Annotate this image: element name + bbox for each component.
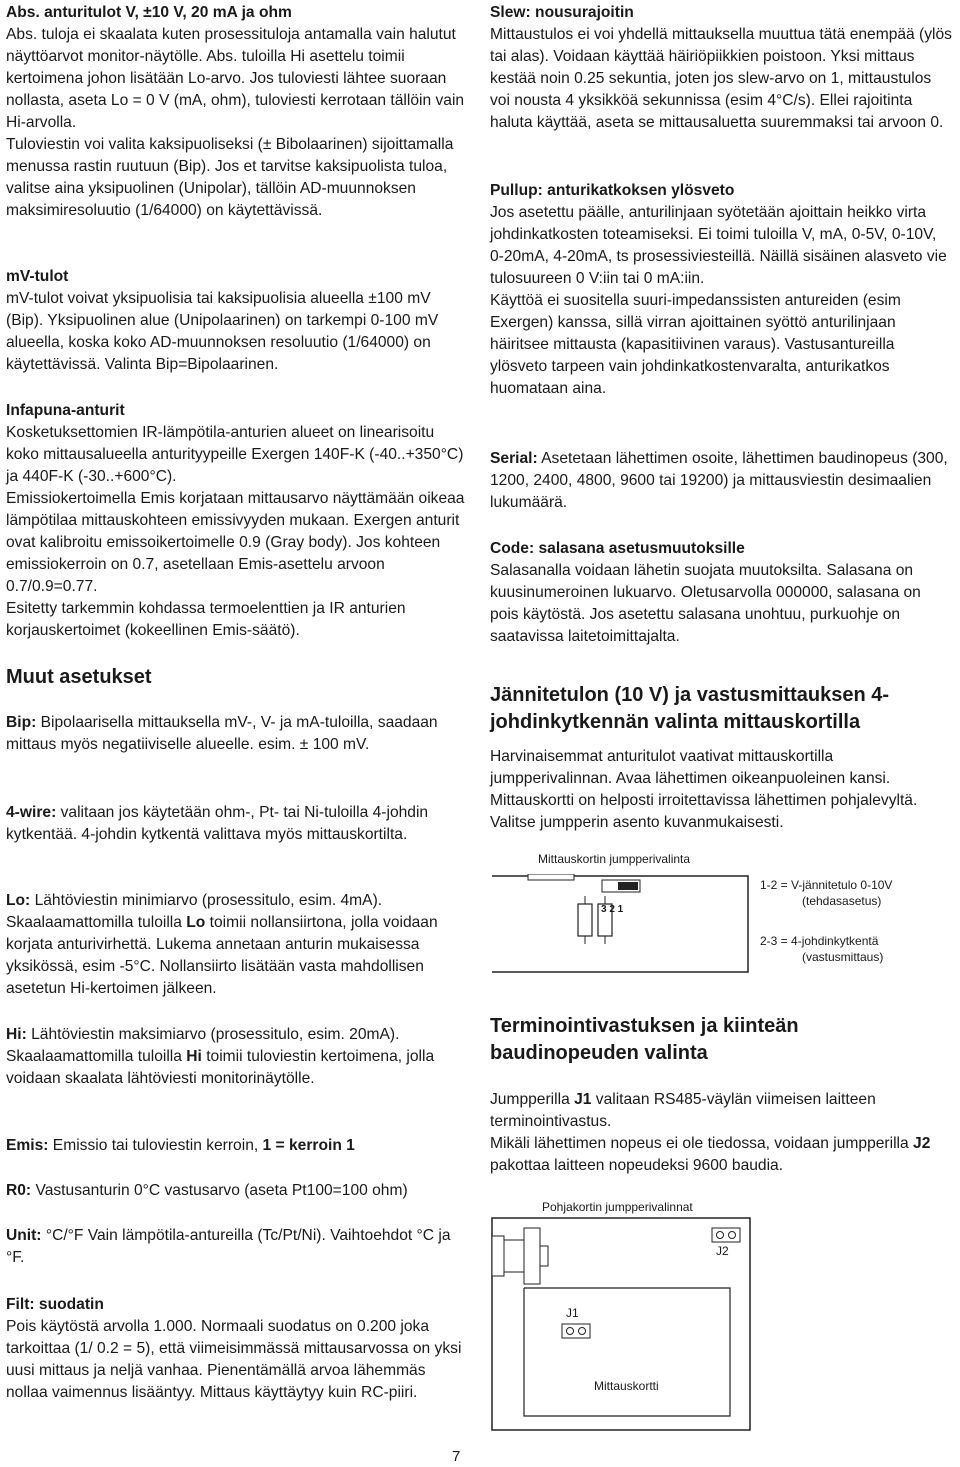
- voltage-input-text: Harvinaisemmat anturitulot vaativat mittauskortilla jumpperivalinnan. Avaa lähettimen oikeanpuoleinen kansi. Mittauskortti on helposti irroitettavissa lähettimen pohjalevyltä. Valitse jumpperin asento kuvanmukaisesti.: [490, 748, 918, 831]
- unit-text: °C/°F Vain lämpötila-antureilla (Tc/Pt/Ni). Vaihtoehdot °C ja °F.: [6, 1227, 451, 1266]
- serial-text: Asetetaan lähettimen osoite, lähettimen baudinopeus (300, 1200, 2400, 4800, 9600 tai 19200) ja mittausviestin desimaalien lukumäärä.: [490, 450, 948, 511]
- termination-title: Terminointivastuksen ja kiinteän baudinopeuden valinta: [490, 1015, 799, 1064]
- code-text: Salasanalla voidaan lähetin suojata muutoksilta. Salasana on kuusinumeroinen lukuarvo. Oletusarvolla 000000, salasana on pois käytöstä. Jos asetettu salasana unohtuu, purkuohje on saatavissa laitetoimittajalta.: [490, 562, 921, 645]
- jumper-option-1: 1-2 = V-jännitetulo 0-10V: [760, 878, 893, 892]
- ir-sensors-section: [6, 400, 468, 642]
- abs-inputs-section: [6, 2, 468, 222]
- termination-text-1b: valitaan RS485-väylän viimeisen laitteen terminointivastus.: [490, 1091, 876, 1130]
- jumper-option-2: 2-3 = 4-johdinkytkentä: [760, 934, 879, 948]
- lo-label: Lo:: [6, 892, 31, 909]
- slew-title: Slew: nousurajoitin: [490, 4, 634, 21]
- ir-sensors-title: Infapuna-anturit: [6, 402, 125, 419]
- r0-text: Vastusanturin 0°C vastusarvo (aseta Pt100=100 ohm): [31, 1182, 408, 1199]
- code-title: Code: salasana asetusmuutoksille: [490, 540, 745, 557]
- four-wire-text: valitaan jos käytetään ohm-, Pt- tai Ni-tuloilla 4-johdin kytkentää. 4-johdin kytkentä valittava myös mittauskortilta.: [6, 804, 429, 843]
- hi-bold: Hi: [186, 1048, 202, 1065]
- ir-sensors-text-2: Emissiokertoimella Emis korjataan mittausarvo näyttämään oikeaa lämpötilaa mittauskohteen emissivyyden mukaan. Exergen anturit ovat kalibroitu emissoikertoimelle 0.9 (Gray body). Jos kohteen emissiokerroin on 0.7, asetellaan Emis-asettelu arvoon 0.7/0.9=0.77.: [6, 490, 465, 595]
- four-wire-label: 4-wire:: [6, 804, 57, 821]
- base-board-jumper-diagram: [490, 1196, 952, 1436]
- bip-setting: [6, 712, 468, 756]
- measurement-card-jumper-diagram: [490, 850, 952, 980]
- measurement-card-label: Mittauskortti: [594, 1379, 659, 1393]
- four-wire-setting: [6, 802, 468, 846]
- jumper-pin-numbers: 3 2 1: [601, 904, 624, 915]
- serial-label: Serial:: [490, 450, 538, 467]
- mv-inputs-section: [6, 266, 468, 376]
- diagram-1-caption: Mittauskortin jumpperivalinta: [538, 852, 691, 866]
- emis-text: Emissio tai tuloviestin kerroin,: [48, 1137, 263, 1154]
- filter-text: Pois käytöstä arvolla 1.000. Normaali suodatus on 0.200 joka tarkoittaa (1/ 0.2 = 5), että viimeisimmässä mittausarvossa on yksi uusi mittaus ja neljä vanhaa. Pienentämällä arvoa lähemmäs nollaa vaimennus lisääntyy. Mittaus käyttäytyy kuin RC-piiri.: [6, 1318, 462, 1401]
- pullup-text-2: Käyttöä ei suositella suuri-impedanssisten antureiden (esim Exergen) kanssa, sillä virran ajoittainen syöttö anturilinjaan häiritsee mittausta (kapasitiivinen varaus). Vastusantureilla ylösveto tarpeen vain johdinkatkostenvaralta, anturikatkos huomataan aina.: [490, 292, 901, 397]
- unit-setting: [6, 1225, 468, 1269]
- hi-label: Hi:: [6, 1026, 27, 1043]
- mv-inputs-text: mV-tulot voivat yksipuolisia tai kaksipuolisia alueella ±100 mV (Bip). Yksipuolinen alue (Unipolaarinen) on tarkempi 0-100 mV alueella, koska koko AD-muunnoksen resoluutio (1/64000) on käytettävissä. Valinta Bip=Bipolaarinen.: [6, 290, 439, 373]
- voltage-input-section: [490, 682, 952, 834]
- mv-inputs-title: mV-tulot: [6, 268, 69, 285]
- pullup-text: Jos asetettu päälle, anturilinjaan syötetään ajoittain heikko virta johdinkatkosten toteamiseksi. Ei toimi tuloilla V, mA, 0-5V, 0-10V, 0-20mA, 4-20mA, ts prosessiviesteillä. Näillä sisäinen alasveto vie tulosuureen 0 V:iin tai 0 mA:iin.: [490, 204, 947, 287]
- other-settings-heading-block: [6, 664, 468, 691]
- bip-label: Bip:: [6, 714, 37, 731]
- filter-setting: [6, 1294, 468, 1404]
- hi-text-2: toimii tuloviestin kertoimena, jolla voidaan skaalata lähtöviesti monitorinäytölle.: [6, 1048, 435, 1087]
- ir-sensors-text-3: Esitetty tarkemmin kohdassa termoelenttien ja IR anturien korjauskertoimet (kokeellinen Emis-säätö).: [6, 600, 406, 639]
- emis-setting: [6, 1135, 468, 1157]
- abs-inputs-text: Abs. tuloja ei skaalata kuten prosessituloja antamalla vain halutut näyttöarvot monitor-näytölle. Abs. tuloilla Hi asettelu toimii kertoimena johon lisätään Lo-arvo. Jos tuloviesti lähtee suoraan nollasta, aseta Lo = 0 V (mA, ohm), tuloviesti kerrotaan tällöin vain Hi-arvolla.: [6, 26, 465, 131]
- lo-text-2: toimii nollansiirtona, jolla voidaan korjata anturivirhettä. Lukema annetaan anturin mukaisessa yksikössä, esim -5°C. Nollansiirto lisätään vasta mahdollisen asetetun Hi-kertoimen jälkeen.: [6, 914, 438, 997]
- jumper-option-1-note: (tehdasasetus): [802, 894, 882, 908]
- r0-setting: [6, 1180, 468, 1202]
- pullup-section: [490, 180, 952, 400]
- other-settings-title: Muut asetukset: [6, 666, 152, 688]
- abs-inputs-text-2: Tuloviestin voi valita kaksipuoliseksi (± Bibolaarinen) sijoittamalla menussa rastin ruutuun (Bip). Jos et tarvitse kaksipuolista tuloa, valitse aina yksipuolinen (Unipolar), tällöin AD-muunnoksen maksimiresoluutio (1/64000) on käytettävissä.: [6, 136, 454, 219]
- measurement-card-drawing: [490, 874, 750, 974]
- r0-label: R0:: [6, 1182, 32, 1199]
- termination-section: [490, 1013, 952, 1177]
- emis-bold: 1 = kerroin 1: [262, 1137, 355, 1154]
- ir-sensors-text: Kosketuksettomien IR-lämpötila-anturien alueet on linearisoitu koko mittausalueella anturityypeille Exergen 140F-K (-40..+350°C) ja 440F-K (-30..+600°C).: [6, 424, 464, 485]
- termination-j1: J1: [574, 1091, 592, 1108]
- voltage-input-title: Jännitetulon (10 V) ja vastusmittauksen 4-johdinkytkennän valinta mittauskortilla: [490, 684, 889, 733]
- unit-label: Unit:: [6, 1227, 42, 1244]
- emis-label: Emis:: [6, 1137, 49, 1154]
- page-number: 7: [452, 1448, 461, 1465]
- j1-label: J1: [566, 1306, 579, 1320]
- lo-setting: [6, 890, 468, 1000]
- diagram-2-caption: Pohjakortin jumpperivalinnat: [542, 1200, 693, 1214]
- lo-bold: Lo: [186, 914, 206, 931]
- termination-j2: J2: [913, 1135, 931, 1152]
- hi-setting: [6, 1024, 468, 1090]
- lo-text-1: Lähtöviestin minimiarvo (prosessitulo, esim. 4mA). Skaalaamattomilla tuloilla: [6, 892, 383, 931]
- hi-text-1: Lähtöviestin maksimiarvo (prosessitulo, esim. 20mA). Skaalaamattomilla tuloilla: [6, 1026, 400, 1065]
- slew-section: [490, 2, 952, 134]
- j2-label: J2: [716, 1244, 729, 1258]
- termination-text-1a: Jumpperilla: [490, 1091, 575, 1108]
- serial-section: [490, 448, 952, 514]
- termination-text-2a: Mikäli lähettimen nopeus ei ole tiedossa, voidaan jumpperilla: [490, 1135, 914, 1152]
- termination-text-2b: pakottaa laitteen nopeudeksi 9600 baudia.: [490, 1157, 784, 1174]
- bip-text: Bipolaarisella mittauksella mV-, V- ja mA-tuloilla, saadaan mittaus myös negatiiviselle alueelle. esim. ± 100 mV.: [6, 714, 438, 753]
- slew-text: Mittaustulos ei voi yhdellä mittauksella muuttua tätä enempää (ylös tai alas). Voidaan käyttää häiriöpiikkien poistoon. Yksi mittaus kestää noin 0.25 sekuntia, joten jos slew-arvo on 1, mittaustulos voi nousta 4 yksikköä sekunnissa (esim 4°C/s). Ellei rajoitinta haluta käyttää, aseta se mittausaluetta suuremmaksi tai arvoon 0.: [490, 26, 952, 131]
- abs-inputs-title: Abs. anturitulot V, ±10 V, 20 mA ja ohm: [6, 4, 292, 21]
- filter-title: Filt: suodatin: [6, 1296, 104, 1313]
- code-section: [490, 538, 952, 648]
- pullup-title: Pullup: anturikatkoksen ylösveto: [490, 182, 735, 199]
- jumper-option-2-note: (vastusmittaus): [802, 950, 884, 964]
